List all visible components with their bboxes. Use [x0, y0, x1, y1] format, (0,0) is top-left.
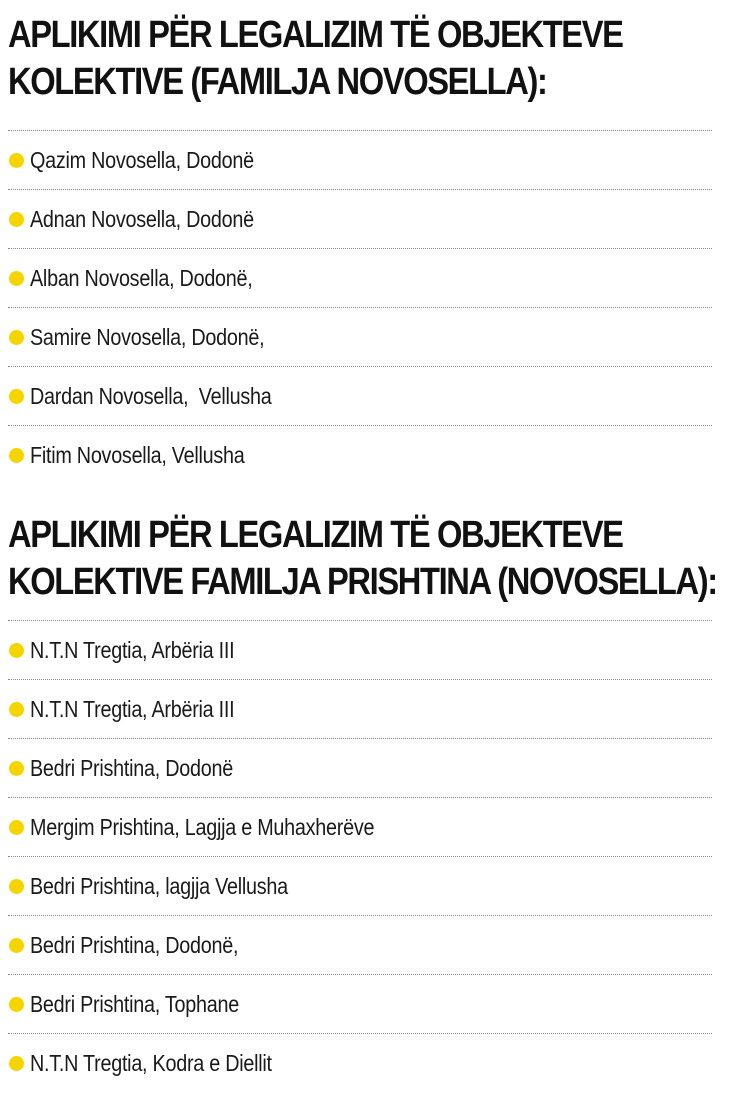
- list-item: [8, 738, 712, 797]
- list-item: [8, 307, 712, 366]
- list-item-text: Fitim Novosella, Vellusha: [30, 441, 245, 468]
- yellow-dot-bullet-icon: [9, 938, 24, 953]
- list-item: [8, 856, 712, 915]
- list-item: [8, 1033, 712, 1092]
- list-item-text: Bedri Prishtina, lagjja Vellusha: [30, 872, 288, 899]
- list-item-text: Dardan Novosella, Vellusha: [30, 382, 272, 409]
- heading-line: KOLEKTIVE (FAMILJA NOVOSELLA):: [8, 61, 547, 103]
- list-item-text: Bedri Prishtina, Dodonë: [30, 754, 233, 781]
- list-item-text: Adnan Novosella, Dodonë: [30, 205, 254, 232]
- heading-line: APLIKIMI PËR LEGALIZIM TË OBJEKTEVE: [8, 14, 623, 56]
- list-item: [8, 425, 712, 484]
- list-item-text: Samire Novosella, Dodonë,: [30, 323, 265, 350]
- yellow-dot-bullet-icon: [9, 702, 24, 717]
- section-familja-novosella: [8, 12, 712, 484]
- section-heading: [8, 12, 713, 106]
- list-item: [8, 366, 712, 425]
- list-item: [8, 130, 712, 189]
- list-item-text: N.T.N Tregtia, Kodra e Diellit: [30, 1049, 272, 1076]
- applicant-list: [8, 620, 712, 1092]
- yellow-dot-bullet-icon: [9, 643, 24, 658]
- list-item-text: Alban Novosella, Dodonë,: [30, 264, 253, 291]
- list-item-text: N.T.N Tregtia, Arbëria III: [30, 695, 235, 722]
- heading-line: APLIKIMI PËR LEGALIZIM TË OBJEKTEVE: [8, 514, 623, 556]
- list-item: [8, 620, 712, 679]
- section-heading: [8, 512, 717, 606]
- yellow-dot-bullet-icon: [9, 389, 24, 404]
- list-item: [8, 189, 712, 248]
- list-item-text: Bedri Prishtina, Tophane: [30, 990, 239, 1017]
- yellow-dot-bullet-icon: [9, 212, 24, 227]
- yellow-dot-bullet-icon: [9, 1056, 24, 1071]
- yellow-dot-bullet-icon: [9, 820, 24, 835]
- heading-line: KOLEKTIVE FAMILJA PRISHTINA (NOVOSELLA):: [8, 561, 717, 603]
- list-item-text: N.T.N Tregtia, Arbëria III: [30, 636, 235, 663]
- list-item: [8, 974, 712, 1033]
- list-item-text: Bedri Prishtina, Dodonë,: [30, 931, 239, 958]
- list-item: [8, 915, 712, 974]
- yellow-dot-bullet-icon: [9, 761, 24, 776]
- list-item: [8, 679, 712, 738]
- yellow-dot-bullet-icon: [9, 997, 24, 1012]
- yellow-dot-bullet-icon: [9, 153, 24, 168]
- yellow-dot-bullet-icon: [9, 879, 24, 894]
- list-item: [8, 248, 712, 307]
- list-item: [8, 797, 712, 856]
- yellow-dot-bullet-icon: [9, 330, 24, 345]
- section-familja-prishtina: [8, 512, 717, 1092]
- list-item-text: Mergim Prishtina, Lagjja e Muhaxherëve: [30, 813, 375, 840]
- list-item-text: Qazim Novosella, Dodonë: [30, 146, 254, 173]
- applicant-list: [8, 130, 712, 484]
- yellow-dot-bullet-icon: [9, 448, 24, 463]
- yellow-dot-bullet-icon: [9, 271, 24, 286]
